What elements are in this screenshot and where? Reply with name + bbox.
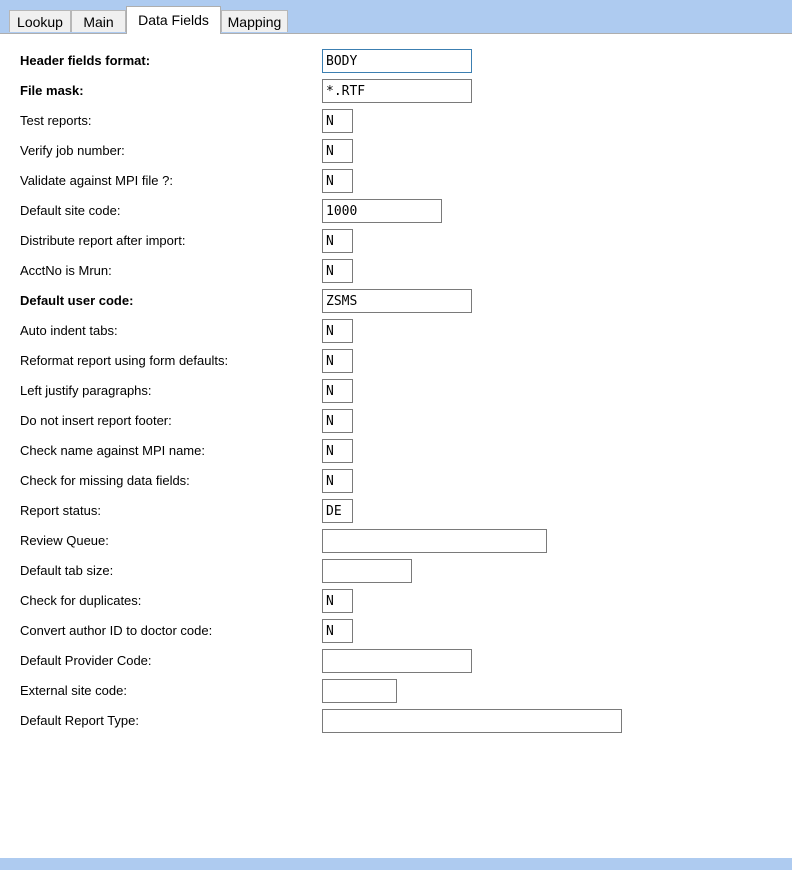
form-row-acctno-is-mrun xyxy=(0,257,792,287)
form-row-check-duplicates xyxy=(0,587,792,617)
default-user-code-label: Default user code: xyxy=(20,293,134,308)
file-mask-input[interactable] xyxy=(322,79,472,103)
default-report-type-label: Default Report Type: xyxy=(20,713,139,728)
default-provider-code-label: Default Provider Code: xyxy=(20,653,152,668)
check-name-mpi-input[interactable] xyxy=(322,439,353,463)
validate-against-mpi-label: Validate against MPI file ?: xyxy=(20,173,173,188)
form-row-auto-indent-tabs xyxy=(0,317,792,347)
verify-job-number-label: Verify job number: xyxy=(20,143,125,158)
file-mask-label: File mask: xyxy=(20,83,84,98)
default-report-type-input[interactable] xyxy=(322,709,622,733)
bottom-frame xyxy=(0,858,792,870)
form-row-default-site-code xyxy=(0,197,792,227)
form-row-convert-author-id xyxy=(0,617,792,647)
distribute-report-label: Distribute report after import: xyxy=(20,233,186,248)
check-missing-fields-input[interactable] xyxy=(322,469,353,493)
form-row-left-justify-paragraphs xyxy=(0,377,792,407)
form-row-default-tab-size xyxy=(0,557,792,587)
form-row-do-not-insert-footer xyxy=(0,407,792,437)
form-row-check-name-mpi xyxy=(0,437,792,467)
auto-indent-tabs-label: Auto indent tabs: xyxy=(20,323,118,338)
convert-author-id-label: Convert author ID to doctor code: xyxy=(20,623,213,638)
default-tab-size-input[interactable] xyxy=(322,559,412,583)
form-row-file-mask xyxy=(0,77,792,107)
left-justify-paragraphs-label: Left justify paragraphs: xyxy=(20,383,152,398)
default-tab-size-label: Default tab size: xyxy=(20,563,114,578)
review-queue-label: Review Queue: xyxy=(20,533,109,548)
external-site-code-label: External site code: xyxy=(20,683,127,698)
default-provider-code-input[interactable] xyxy=(322,649,472,673)
form-row-check-missing-fields xyxy=(0,467,792,497)
default-site-code-input[interactable] xyxy=(322,199,442,223)
form-row-verify-job-number xyxy=(0,137,792,167)
do-not-insert-footer-label: Do not insert report footer: xyxy=(20,413,172,428)
form-row-external-site-code xyxy=(0,677,792,707)
form-row-default-user-code xyxy=(0,287,792,317)
tab-data-fields[interactable]: Data Fields xyxy=(126,6,221,34)
check-missing-fields-label: Check for missing data fields: xyxy=(20,473,190,488)
form-row-reformat-report xyxy=(0,347,792,377)
convert-author-id-input[interactable] xyxy=(322,619,353,643)
auto-indent-tabs-input[interactable] xyxy=(322,319,353,343)
form-row-test-reports xyxy=(0,107,792,137)
form-row-default-report-type xyxy=(0,707,792,737)
test-reports-input[interactable] xyxy=(322,109,353,133)
external-site-code-input[interactable] xyxy=(322,679,397,703)
header-fields-format-input[interactable] xyxy=(322,49,472,73)
form-row-distribute-report xyxy=(0,227,792,257)
form-row-header-fields-format xyxy=(0,47,792,77)
header-fields-format-label: Header fields format: xyxy=(20,53,151,68)
form-row-validate-against-mpi xyxy=(0,167,792,197)
default-user-code-input[interactable] xyxy=(322,289,472,313)
form-row-default-provider-code xyxy=(0,647,792,677)
check-duplicates-label: Check for duplicates: xyxy=(20,593,142,608)
distribute-report-input[interactable] xyxy=(322,229,353,253)
check-duplicates-input[interactable] xyxy=(322,589,353,613)
tab-lookup[interactable]: Lookup xyxy=(9,10,71,32)
tab-strip xyxy=(0,0,792,34)
report-status-input[interactable] xyxy=(322,499,353,523)
acctno-is-mrun-input[interactable] xyxy=(322,259,353,283)
reformat-report-label: Reformat report using form defaults: xyxy=(20,353,229,368)
validate-against-mpi-input[interactable] xyxy=(322,169,353,193)
tab-mapping[interactable]: Mapping xyxy=(221,10,288,32)
reformat-report-input[interactable] xyxy=(322,349,353,373)
data-fields-panel xyxy=(0,33,792,858)
acctno-is-mrun-label: AcctNo is Mrun: xyxy=(20,263,112,278)
test-reports-label: Test reports: xyxy=(20,113,92,128)
form-row-review-queue xyxy=(0,527,792,557)
tab-main[interactable]: Main xyxy=(71,10,126,32)
form-row-report-status xyxy=(0,497,792,527)
do-not-insert-footer-input[interactable] xyxy=(322,409,353,433)
default-site-code-label: Default site code: xyxy=(20,203,121,218)
report-status-label: Report status: xyxy=(20,503,101,518)
verify-job-number-input[interactable] xyxy=(322,139,353,163)
review-queue-input[interactable] xyxy=(322,529,547,553)
left-justify-paragraphs-input[interactable] xyxy=(322,379,353,403)
check-name-mpi-label: Check name against MPI name: xyxy=(20,443,205,458)
